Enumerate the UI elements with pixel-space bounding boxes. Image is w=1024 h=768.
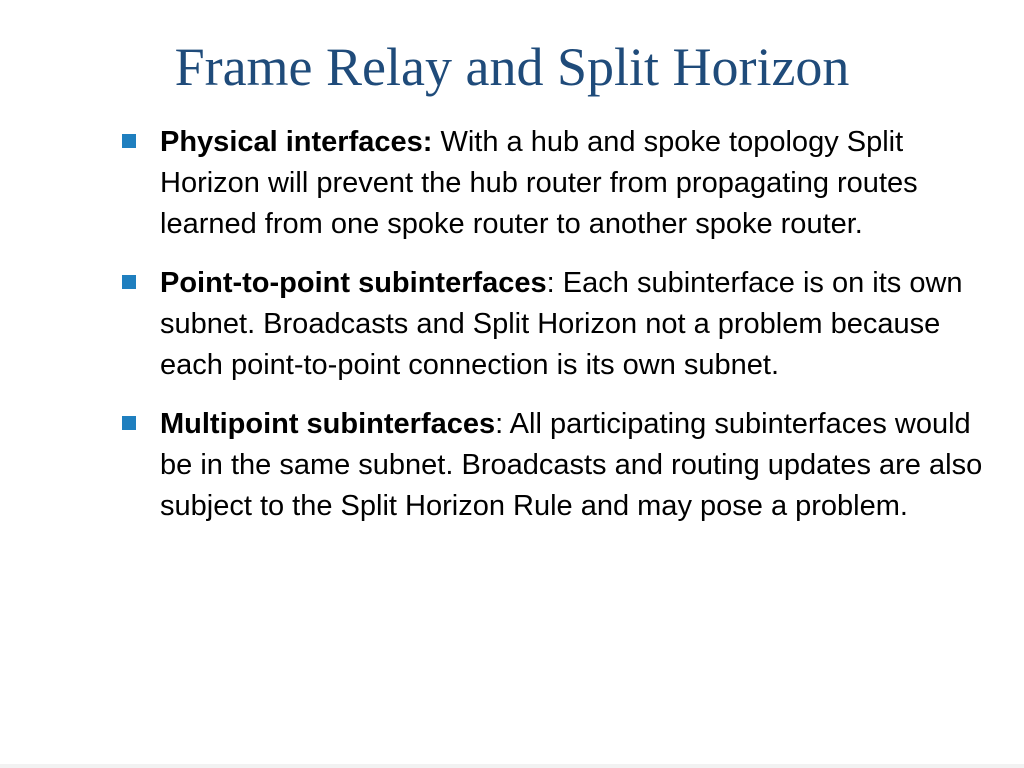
square-bullet-icon [122,275,136,289]
square-bullet-icon [122,416,136,430]
bullet-term: Physical interfaces: [160,126,433,158]
bottom-divider [0,764,1024,768]
bullet-text: With a hub and spoke topology Split Horizon will prevent the hub router from propagating routes learned from one spoke router to another spoke router. [160,126,918,240]
square-bullet-icon [122,134,136,148]
bullet-term: Multipoint subinterfaces [160,408,496,440]
bullet-item-point-to-point-subinterfaces [116,263,996,386]
bullet-text: : Each subinterface is on its own subnet. Broadcasts and Split Horizon not a problem because each point-to-point connection is its own subnet. [160,267,963,381]
bullet-item-physical-interfaces [116,122,996,245]
slide-title: Frame Relay and Split Horizon [174,37,850,97]
bullet-text: : All participating subinterfaces would be in the same subnet. Broadcasts and routing updates are also subject to the Split Horizon Rule and may pose a problem. [160,408,983,522]
bullet-term: Point-to-point subinterfaces [160,267,547,299]
bullet-list [116,122,996,545]
bullet-item-multipoint-subinterfaces [116,404,996,527]
